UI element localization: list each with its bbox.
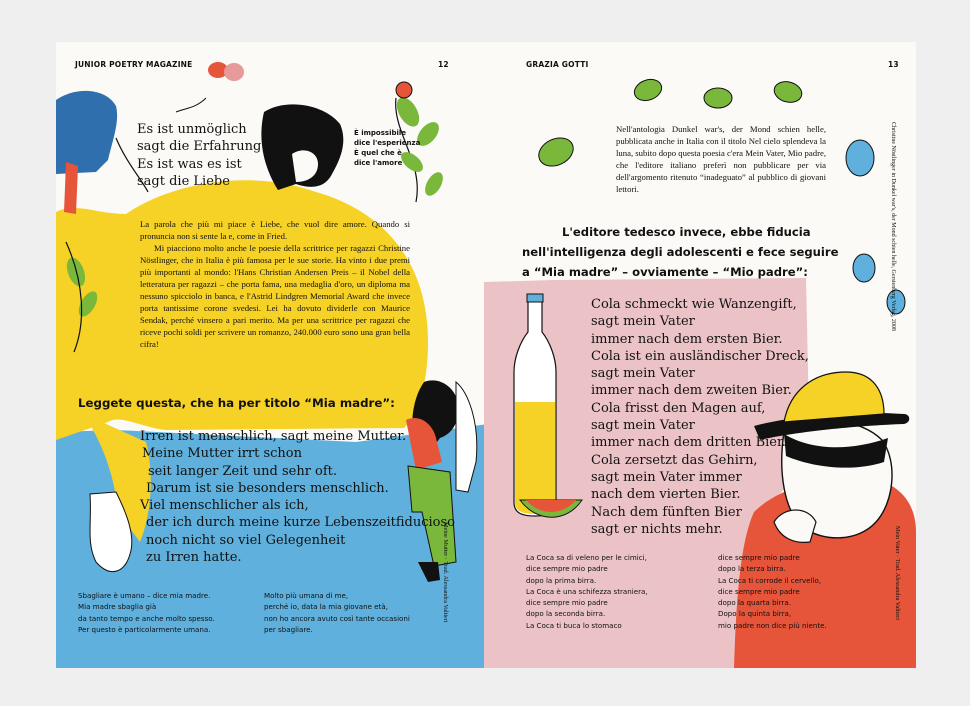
poem-line: Es ist was es ist — [137, 156, 242, 172]
poem-line: Darum ist sie besonders menschlich. — [146, 480, 389, 496]
poem-line: sagt die Liebe — [137, 173, 230, 189]
poem-line: Cola zersetzt das Gehirn, — [591, 452, 758, 468]
translation-line: dopo la terza birra. — [718, 564, 786, 574]
poem-line: Es ist unmöglich — [137, 122, 247, 137]
vertical-credit: Meine Mutter · Trad. Alessandra Valtieri — [442, 522, 449, 623]
poem-line: sagt mein Vater — [591, 366, 695, 382]
translation-line: È quel che è — [354, 149, 402, 157]
poem-vater — [591, 296, 809, 538]
translation-line: È impossibile — [354, 129, 407, 137]
poem-mutter — [140, 428, 455, 566]
poem-line: Viel menschlicher als ich, — [140, 498, 309, 514]
translation-column-2 — [718, 552, 827, 631]
translation-line: non ho ancora avuto così tante occasioni — [264, 613, 410, 623]
poem-line: Irren ist menschlich, sagt meine Mutter. — [140, 429, 407, 444]
poem-line: sagt mein Vater — [591, 418, 695, 434]
translation-column-1 — [526, 552, 648, 631]
translation-line: mio padre non dice più niente. — [718, 620, 827, 630]
translation-line: La Coca è una schifezza straniera, — [526, 586, 648, 596]
translation-line: dice l'amore — [354, 159, 403, 167]
poem-line: sagt er nichts mehr. — [591, 521, 723, 537]
page-number: 13 — [888, 60, 899, 69]
heading-line: L'editore tedesco invece, ebbe fiducia — [562, 225, 811, 239]
running-head: JUNIOR POETRY MAGAZINE — [75, 60, 193, 69]
section-heading: Leggete questa, che ha per titolo “Mia madre”: — [78, 396, 395, 410]
translation-line: dice sempre mio padre — [526, 564, 608, 574]
translation-line: per sbagliare. — [264, 624, 313, 634]
poem-line: sagt mein Vater immer — [591, 469, 742, 485]
page-number: 12 — [438, 60, 449, 69]
poem-line: noch nicht so viel Gelegenheit — [146, 532, 346, 548]
left-illustration — [56, 42, 488, 668]
intro-paragraph: Nell'antologia Dunkel war's, der Mond schien helle, pubblicata anche in Italia con il titolo Nel cielo splendeva la luna, subito dopo questa poesia c'era Mein Vater, Mio padre, che l'editore italiano preferì non pubblicare per via dell'argomento ritenuto “inadeguato” al pubblico di giovani lettori. — [616, 124, 826, 194]
poem-line: zu Irren hatte. — [146, 550, 242, 566]
poem-line: sagt mein Vater — [591, 314, 695, 330]
translation-column-2 — [264, 590, 410, 635]
translation-line: La Coca ti corrode il cervello, — [718, 575, 822, 585]
poem-line: immer nach dem dritten Bier. — [591, 435, 786, 451]
poem-intro — [137, 121, 261, 190]
poem-line: Cola frisst den Magen auf, — [591, 400, 766, 416]
right-page — [484, 42, 916, 668]
poem-line: Meine Mutter irrt schon — [142, 446, 302, 462]
translation-line: dopo la seconda birra. — [526, 609, 606, 619]
poem-line: der ich durch meine kurze Lebenszeitfiducioso — [146, 515, 455, 531]
poem-line: Nach dem fünften Bier — [591, 504, 742, 520]
translation-line: La Coca sa di veleno per le cimici, — [526, 553, 647, 562]
poem-line: nach dem vierten Bier. — [591, 487, 741, 503]
translation-line: dopo la quarta birra. — [718, 598, 791, 608]
translation-line: La Coca ti buca lo stomaco — [526, 620, 622, 630]
body-paragraph: La parola che più mi piace è Liebe, che vuol dire amore. Quando si pronuncia non si sente la e, come in Fried. — [140, 219, 410, 241]
translation-line: Sbagliare è umano – dice mia madre. — [78, 591, 211, 600]
translation-line: Dopo la quinta birra, — [718, 609, 792, 619]
heading-line: a “Mia madre” – ovviamente – “Mio padre”: — [522, 265, 808, 279]
poem-line: sagt die Erfahrung — [137, 139, 262, 155]
translation-line: Mia madre sbaglia già — [78, 602, 157, 612]
poem-intro-translation — [354, 128, 420, 168]
translation-line: dice l'esperienza — [354, 139, 421, 147]
section-heading — [522, 222, 838, 282]
poem-line: immer nach dem ersten Bier. — [591, 331, 783, 347]
translation-line: Molto più umana di me, — [264, 591, 349, 600]
translation-line: dopo la prima birra. — [526, 575, 597, 585]
heading-line: nell'intelligenza degli adolescenti e fece seguire — [522, 245, 839, 259]
left-page — [56, 42, 488, 668]
translation-line: perché io, data la mia giovane età, — [264, 602, 388, 612]
poem-line: seit langer Zeit und sehr oft. — [148, 463, 338, 479]
poem-line: immer nach dem zweiten Bier. — [591, 383, 792, 399]
translation-line: Per questo è particolarmente umana. — [78, 624, 211, 634]
translation-line: dice sempre mio padre — [718, 586, 800, 596]
running-head: GRAZIA GOTTI — [526, 60, 589, 69]
body-text — [140, 218, 410, 350]
poem-line: Cola ist ein ausländischer Dreck, — [591, 348, 809, 364]
poem-line: Cola schmeckt wie Wanzengift, — [591, 297, 797, 312]
translation-line: da tanto tempo e anche molto spesso. — [78, 613, 215, 623]
translation-line: dice sempre mio padre — [526, 598, 608, 608]
translation-line: dice sempre mio padre — [718, 553, 800, 562]
translation-column-1 — [78, 590, 215, 635]
vertical-source: Christine Nöstlinger in Dunkel war's, der Mond schien helle, Gerstenberg Verlag, 2008 — [890, 122, 896, 331]
body-paragraph: Mi piacciono molto anche le poesie della scrittrice per ragazzi Christine Nöstlinger, che in Italia è più famosa per le sue storie. Ha vinto i due premi più importanti al mondo: l'Hans Christian Andersen Preis – il Nobel della letteratura per ragazzi – che porta fama, una medaglia d'oro, un diploma ma nessuno spicciolo in banca, e l'Astrid Lindgren Memorial Award che invece porta tantissime corone svedesi. Lei ha dovuto dividerle con Maurice Sendak, perché vinsero a pari merito. Ma per una scrittrice per ragazzi che riceve pochi soldi per scrivere un romanzo, 240.000 euro sono una gran bella cifra! — [140, 243, 410, 349]
vertical-credit: Mein Vater · Trad. Alessandra Valtieri — [894, 526, 901, 620]
